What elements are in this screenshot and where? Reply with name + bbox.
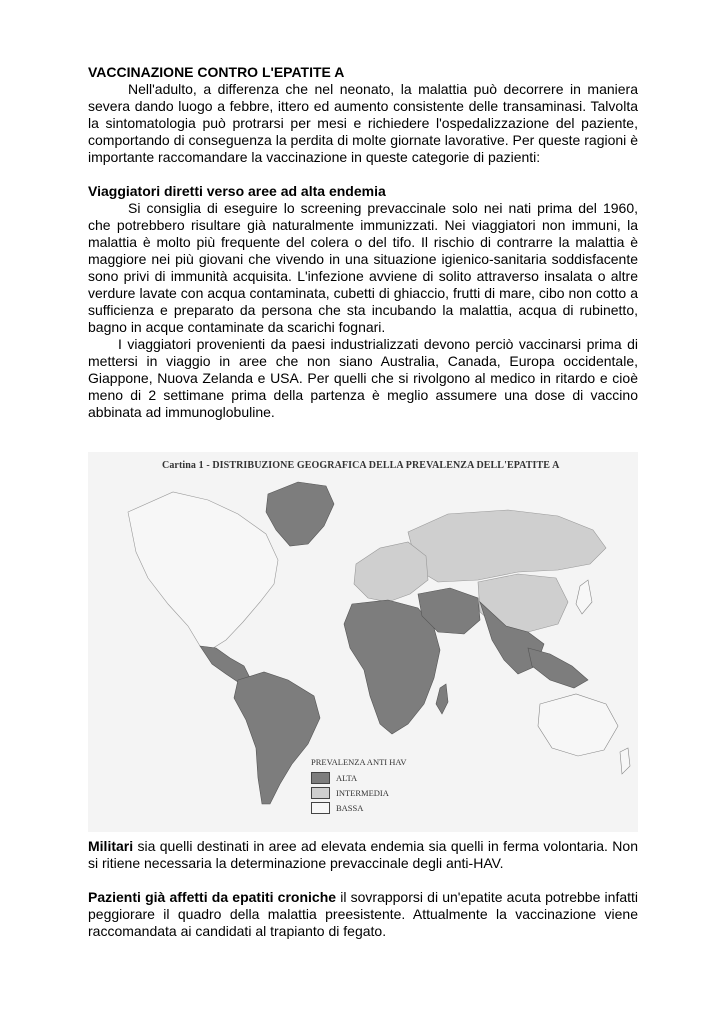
intro-paragraph: Nell'adulto, a differenza che nel neonato, la malattia può decorrere in maniera severa dando luogo a febbre, ittero ed aumento consistente delle transaminasi. Talvolta la sintomatologia può protrarsi per mesi e richiedere l'ospedalizzazione del paziente, comportando di conseguenza la perdita di molte giornate lavorative. Per queste ragioni è importante raccomandare la vaccinazione in queste categorie di pazienti:: [88, 81, 638, 165]
travelers-paragraph-1: Si consiglia di eseguire lo screening prevaccinale solo nei nati prima del 1960, che potrebbero risultare già naturalmente immunizzati. Nei viaggiatori non immuni, la malattia è molto più frequente del colera o del tifo. Il rischio di contrarre la malattia è maggiore nei più giovani che vivendo in una situazione igienico-sanitaria soddisfacente sono privi di immunità acquisita. L'infezione avviene di solito attraverso insalata o altre verdure lavate con acqua contaminata, cubetti di ghiaccio, frutti di mare, cibo non cotto a sufficienza e preparato da persona che sta incubando la malattia, acqua di rubinetto, bagno in acque contaminate da scarichi fognari.: [88, 200, 638, 335]
legend-swatch-alta: [311, 772, 330, 784]
russia-region: [408, 510, 606, 582]
north-america-region: [128, 492, 278, 650]
southeast-asia-region: [528, 648, 588, 688]
legend-item-bassa: [311, 800, 407, 815]
legend-swatch-bassa: [311, 802, 330, 814]
chronic-heading: Pazienti già affetti da epatiti croniche: [88, 889, 337, 905]
madagascar-region: [436, 684, 448, 714]
south-america-region: [234, 672, 320, 804]
new-zealand-region: [620, 748, 630, 774]
document-body: [88, 64, 638, 421]
map-title: Cartina 1 - DISTRIBUZIONE GEOGRAFICA DELLA PREVALENZA DELL'EPATITE A: [162, 460, 560, 471]
world-map-figure: [88, 452, 638, 832]
legend-item-intermedia: [311, 785, 407, 800]
map-legend: [311, 757, 407, 815]
greenland-region: [266, 482, 334, 546]
military-paragraph: [88, 838, 638, 872]
japan-region: [576, 580, 592, 614]
central-america-region: [200, 646, 250, 682]
legend-item-alta: [311, 770, 407, 785]
australia-region: [538, 694, 618, 756]
legend-title: PREVALENZA ANTI HAV: [311, 757, 407, 767]
europe-region: [354, 542, 428, 602]
military-heading: Militari: [88, 838, 134, 854]
legend-label-bassa: BASSA: [336, 802, 364, 813]
chronic-paragraph: [88, 889, 638, 940]
africa-region: [344, 600, 440, 734]
military-text: sia quelli destinati in aree ad elevata endemia sia quelli in ferma volontaria. Non si ritiene necessaria la determinazione prevaccinale degli anti-HAV.: [88, 838, 638, 871]
travelers-heading: Viaggiatori diretti verso aree ad alta endemia: [88, 183, 386, 199]
chronic-text: il sovrapporsi di un'epatite acuta potrebbe infatti peggiorare il quadro della malattia preesistente. Attualmente la vaccinazione viene raccomandata ai candidati al trapianto di fegato.: [88, 889, 639, 939]
legend-swatch-intermedia: [311, 787, 330, 799]
document-title: VACCINAZIONE CONTRO L'EPATITE A: [88, 64, 345, 80]
travelers-paragraph-2: I viaggiatori provenienti da paesi industrializzati devono perciò vaccinarsi prima di mettersi in viaggio in aree che non siano Australia, Canada, Europa occidentale, Giappone, Nuova Zelanda e USA. Per quelli che si rivolgono al medico in ritardo e cioè meno di 2 settimane prima della partenza è meglio assumere una dose di vaccino abbinata ad immunoglobuline.: [88, 336, 638, 420]
legend-label-alta: ALTA: [336, 772, 358, 783]
document-continuation: [88, 838, 638, 940]
legend-label-intermedia: INTERMEDIA: [336, 787, 389, 798]
